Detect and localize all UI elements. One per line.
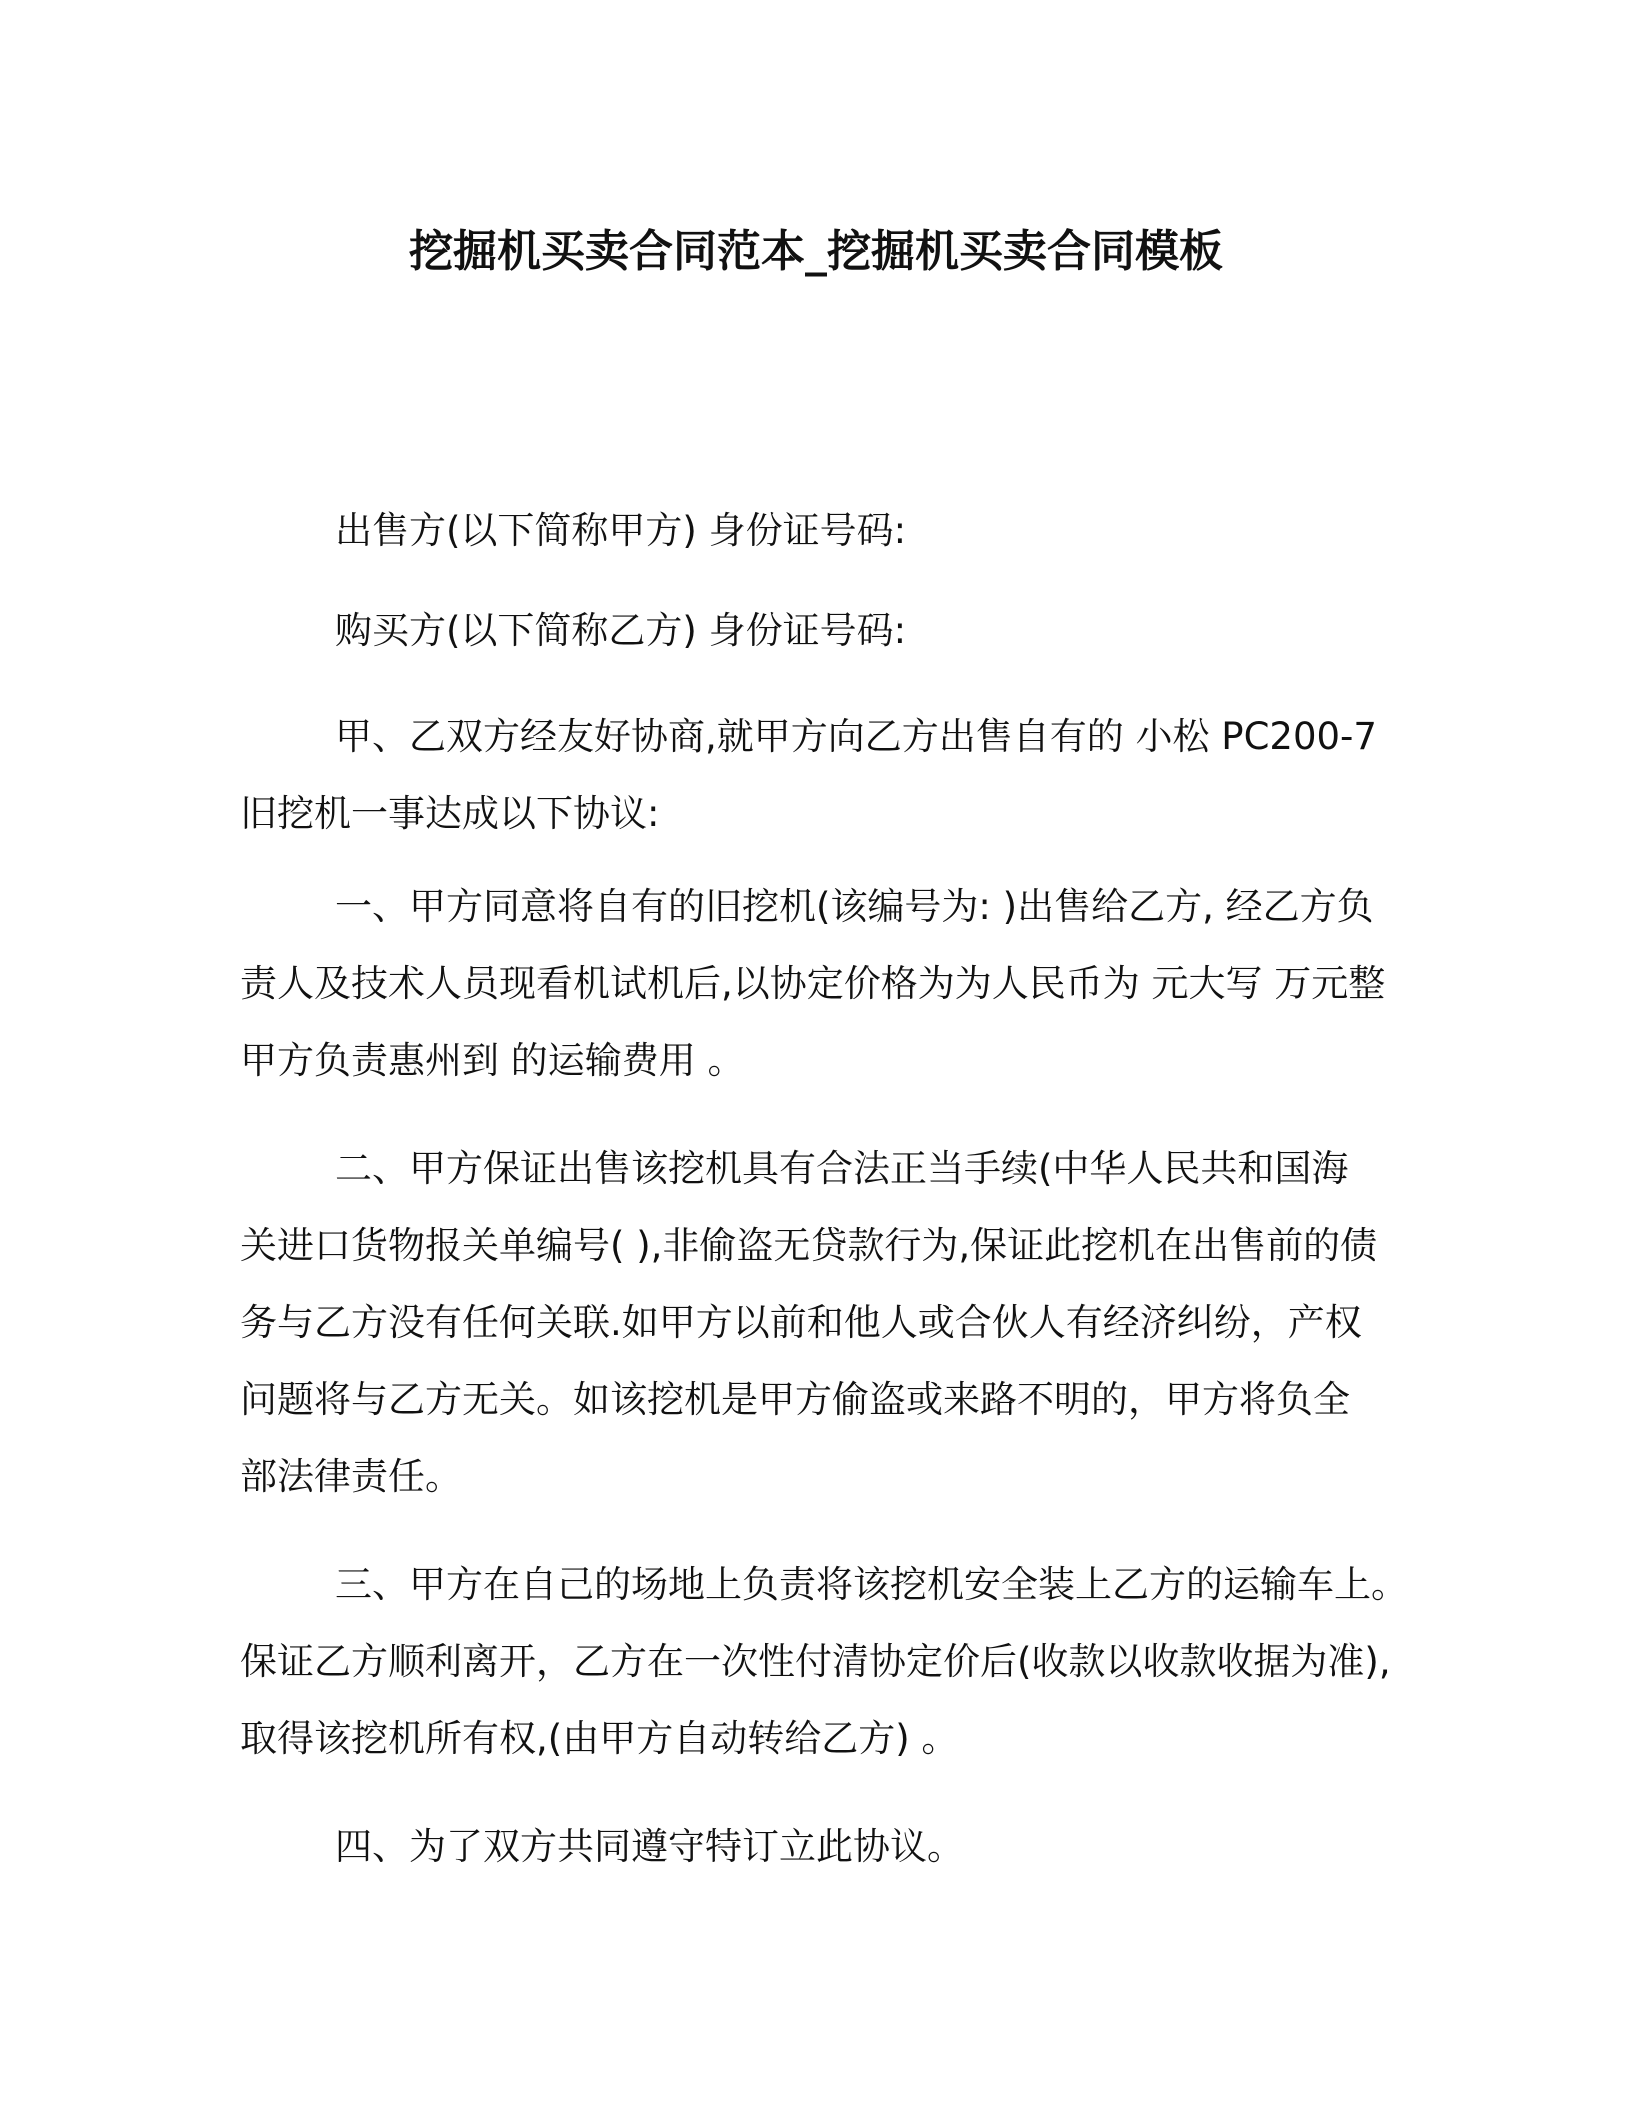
- paragraph-line: 四、为了双方共同遵守特订立此协议。: [335, 1825, 964, 1868]
- paragraph-line: 购买方(以下简称乙方) 身份证号码:: [335, 609, 907, 652]
- paragraph-line: 旧挖机一事达成以下协议:: [240, 792, 660, 835]
- paragraph-line: 甲方负责惠州到 的运输费用 。: [240, 1039, 745, 1082]
- paragraph-line: 务与乙方没有任何关联.如甲方以前和他人或合伙人有经济纠纷，产权: [240, 1301, 1362, 1344]
- paragraph-seller: [240, 492, 1400, 569]
- paragraph-line: 保证乙方顺利离开，乙方在一次性付清协定价后(收款以收款收据为准),: [240, 1640, 1391, 1683]
- clause-four: [240, 1808, 1400, 1885]
- paragraph-line: 关进口货物报关单编号( ),非偷盗无贷款行为,保证此挖机在出售前的债: [240, 1224, 1378, 1267]
- paragraph-line: 二、甲方保证出售该挖机具有合法正当手续(中华人民共和国海: [335, 1147, 1349, 1190]
- paragraph-line: 出售方(以下简称甲方) 身份证号码:: [335, 509, 907, 552]
- paragraph-line: 取得该挖机所有权,(由甲方自动转给乙方) 。: [240, 1717, 959, 1760]
- paragraph-buyer: [240, 592, 1400, 669]
- paragraph-line: 问题将与乙方无关。如该挖机是甲方偷盗或来路不明的，甲方将负全: [240, 1378, 1350, 1421]
- clause-two: [240, 1130, 1400, 1515]
- paragraph-line: 甲、乙双方经友好协商,就甲方向乙方出售自有的 小松 PC200-7: [335, 715, 1377, 758]
- paragraph-intro: [240, 698, 1400, 852]
- paragraph-line: 三、甲方在自己的场地上负责将该挖机安全装上乙方的运输车上。: [335, 1563, 1408, 1606]
- clause-three: [240, 1546, 1408, 1777]
- paragraph-line: 责人及技术人员现看机试机后,以协定价格为为人民币为 元大写 万元整: [240, 962, 1386, 1005]
- paragraph-line: 一、甲方同意将自有的旧挖机(该编号为: )出售给乙方, 经乙方负: [335, 885, 1374, 928]
- document-title: 挖掘机买卖合同范本_挖掘机买卖合同模板: [409, 226, 1223, 277]
- paragraph-line: 部法律责任。: [240, 1455, 462, 1498]
- clause-one: [240, 868, 1400, 1099]
